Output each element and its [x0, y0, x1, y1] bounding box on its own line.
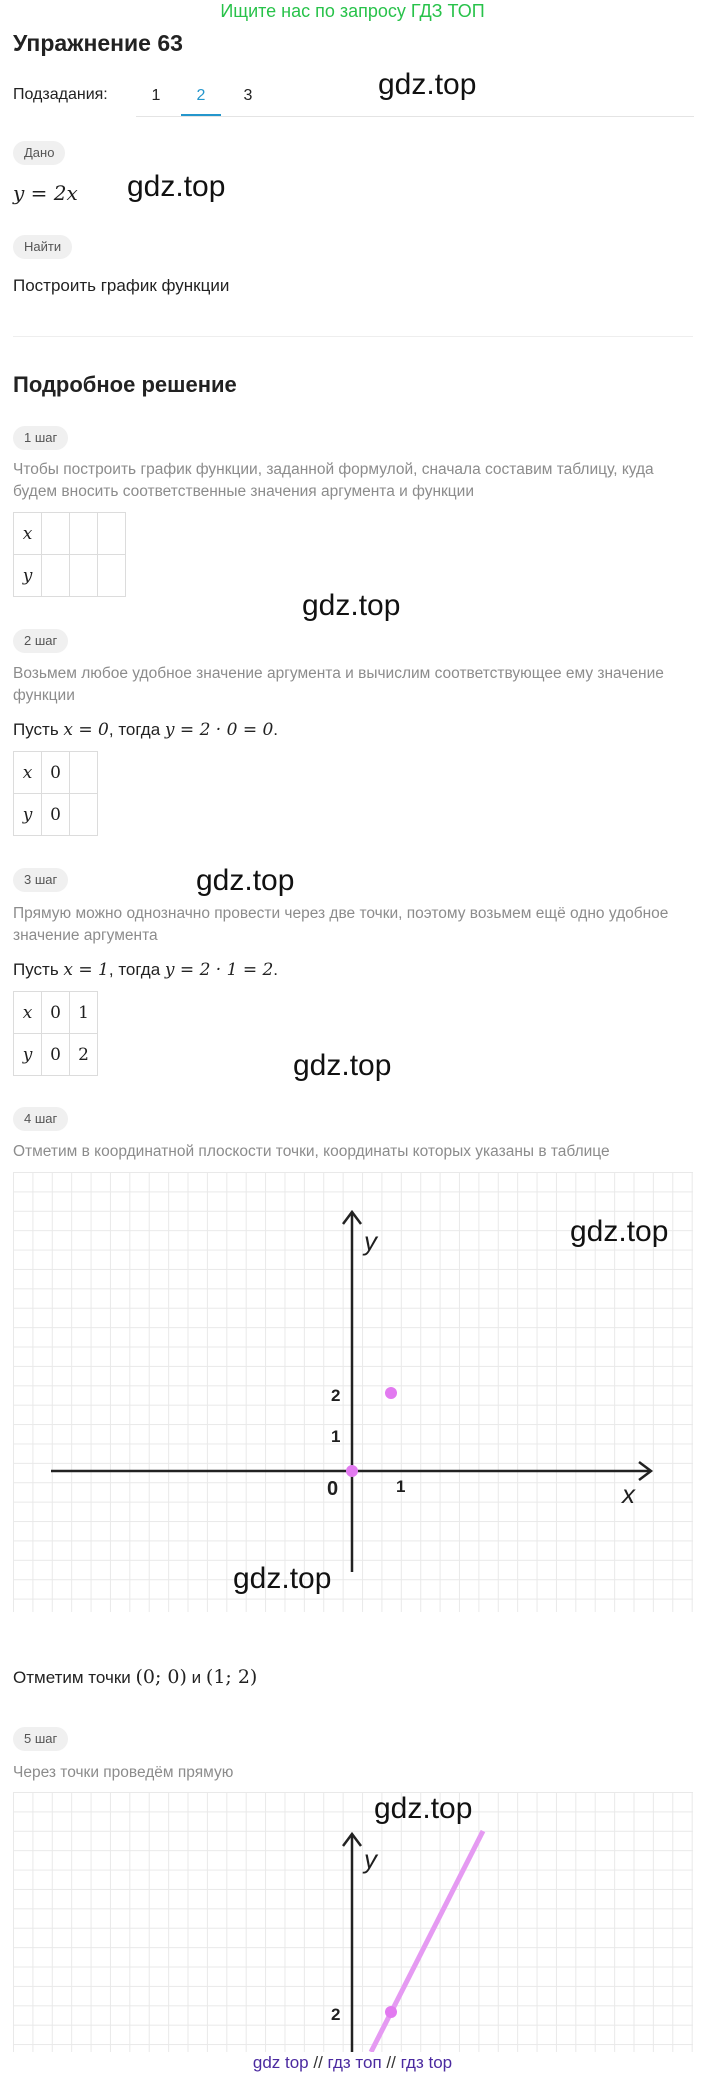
- step-3-badge: 3 шаг: [13, 868, 68, 892]
- point-1-2: [385, 2006, 397, 2018]
- calc-mid: , тогда: [108, 960, 161, 979]
- mark-points-mid: и: [191, 1668, 202, 1687]
- watermark: gdz.top: [233, 1562, 332, 1595]
- step-3-calc: [13, 960, 278, 980]
- mark-points-text: [13, 1666, 257, 1688]
- step-5-text: Через точки проведём прямую: [13, 1764, 234, 1781]
- mark-points-pre: Отметим точки: [13, 1668, 131, 1687]
- find-text: Построить график функции: [13, 276, 230, 295]
- calc-result: y = 2 · 1 = 2: [164, 960, 274, 980]
- calc-end: .: [273, 960, 279, 979]
- table-cell: 2: [70, 1034, 98, 1076]
- coordinate-plane-2: [13, 1792, 693, 2052]
- table-cell: [70, 794, 98, 836]
- table-cell: 0: [42, 1034, 70, 1076]
- table-cell: 0: [42, 752, 70, 794]
- top-banner: Ищите нас по запросу ГДЗ ТОП: [220, 1, 485, 21]
- subtask-tab-2[interactable]: 2: [181, 78, 221, 116]
- step-3-table: [13, 991, 98, 1076]
- table-cell: y: [14, 794, 42, 836]
- subtask-tab-3[interactable]: 3: [243, 87, 253, 104]
- tick-x-1: 1: [396, 1477, 406, 1496]
- watermark: gdz.top: [374, 1792, 473, 1825]
- table-cell: [70, 513, 98, 555]
- tick-y-2: 2: [331, 2005, 341, 2024]
- step-4-text: Отметим в координатной плоскости точки, координаты которых указаны в таблице: [13, 1143, 610, 1160]
- table-cell: 1: [70, 992, 98, 1034]
- given-formula: y = 2x: [13, 181, 78, 205]
- step-2-text: Возьмем любое удобное значение аргумента и вычислим соответствующее ему значение функции: [13, 665, 664, 704]
- step-3-text: Прямую можно однозначно провести через две точки, поэтому возьмем ещё одно удобное значение аргумента: [13, 905, 669, 944]
- point-origin: [346, 1465, 358, 1477]
- table-cell: x: [14, 513, 42, 555]
- y-axis-label: y: [364, 1844, 377, 1874]
- table-cell: 0: [42, 794, 70, 836]
- find-badge: Найти: [13, 235, 72, 259]
- table-cell: [70, 555, 98, 597]
- step-2-table: [13, 751, 98, 836]
- solution-title: Подробное решение: [13, 372, 237, 397]
- table-cell: [70, 752, 98, 794]
- footer-links: [0, 2053, 705, 2073]
- step-4-badge: 4 шаг: [13, 1107, 68, 1131]
- table-cell: [42, 513, 70, 555]
- calc-condition: x = 0: [63, 720, 109, 740]
- step-1-text: Чтобы построить график функции, заданной формулой, сначала составим таблицу, куда будем вносить соответственные значения аргумента и функции: [13, 461, 654, 500]
- table-cell: [98, 513, 126, 555]
- footer-separator: //: [386, 2053, 396, 2072]
- table-cell: y: [14, 1034, 42, 1076]
- calc-pre: Пусть: [13, 720, 59, 739]
- calc-pre: Пусть: [13, 960, 59, 979]
- step-2-calc: [13, 720, 278, 740]
- watermark: gdz.top: [196, 864, 295, 897]
- table-cell: x: [14, 992, 42, 1034]
- step-1-badge: 1 шаг: [13, 426, 68, 450]
- point-b: (1; 2): [205, 1666, 258, 1688]
- watermark: gdz.top: [293, 1049, 392, 1082]
- step-2-badge: 2 шаг: [13, 629, 68, 653]
- footer-separator: //: [313, 2053, 323, 2072]
- footer-link-2[interactable]: гдз топ: [327, 2053, 382, 2072]
- given-badge: Дано: [13, 141, 65, 165]
- table-cell: [42, 555, 70, 597]
- origin-label: 0: [327, 1478, 339, 1500]
- x-axis-label: x: [622, 1479, 635, 1509]
- table-cell: 0: [42, 992, 70, 1034]
- y-axis-label: y: [364, 1226, 377, 1256]
- page-title: Упражнение 63: [13, 30, 183, 56]
- table-cell: y: [14, 555, 42, 597]
- calc-condition: x = 1: [63, 960, 109, 980]
- divider: [13, 336, 693, 337]
- coordinate-plane-1: [13, 1172, 693, 1612]
- subtasks-label: Подзадания:: [13, 86, 108, 103]
- tick-y-1: 1: [331, 1427, 341, 1446]
- point-1-2: [385, 1387, 397, 1399]
- footer-link-3[interactable]: гдз top: [400, 2053, 453, 2072]
- graph-line-y-2x: [371, 1831, 483, 2052]
- table-cell: [98, 555, 126, 597]
- step-5-badge: 5 шаг: [13, 1727, 68, 1751]
- line-graph-svg: [13, 1792, 693, 2052]
- point-a: (0; 0): [135, 1666, 187, 1688]
- table-cell: x: [14, 752, 42, 794]
- watermark: gdz.top: [302, 589, 401, 622]
- subtask-tab-1[interactable]: 1: [151, 87, 161, 104]
- step-1-table: [13, 512, 126, 597]
- watermark: gdz.top: [127, 170, 226, 203]
- footer-link-1[interactable]: gdz top: [252, 2053, 309, 2072]
- calc-mid: , тогда: [108, 720, 161, 739]
- watermark: gdz.top: [570, 1215, 669, 1248]
- calc-end: .: [273, 720, 279, 739]
- tick-y-2: 2: [331, 1386, 341, 1405]
- watermark: gdz.top: [378, 68, 477, 101]
- calc-result: y = 2 · 0 = 0: [164, 720, 274, 740]
